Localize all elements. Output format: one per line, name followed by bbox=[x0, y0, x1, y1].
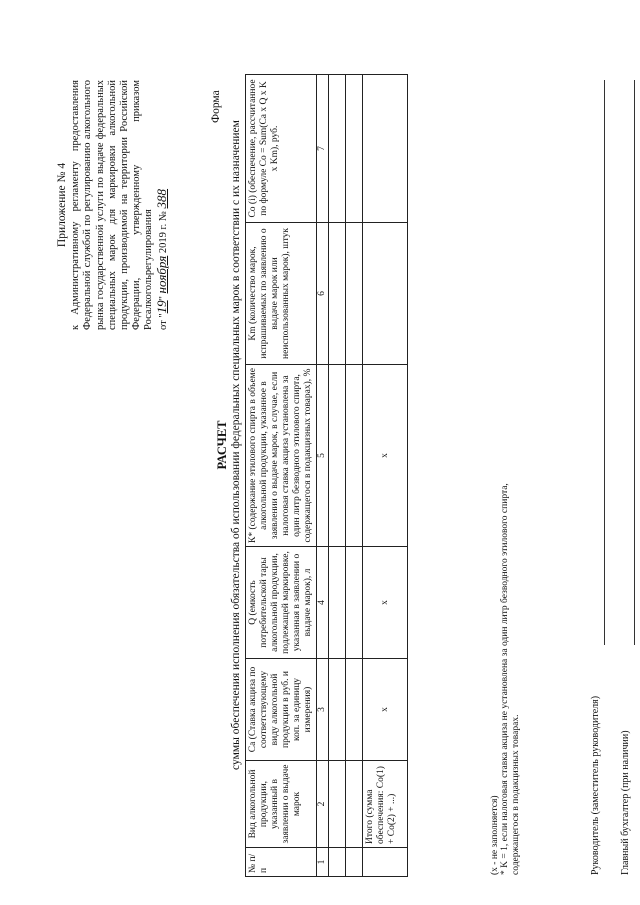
table-index-row bbox=[317, 75, 329, 877]
table-cell bbox=[329, 659, 346, 761]
table-cell bbox=[346, 365, 363, 547]
index-cell: 2 bbox=[317, 761, 329, 848]
table-cell bbox=[363, 848, 408, 877]
index-cell: 7 bbox=[317, 75, 329, 223]
table-cell bbox=[329, 848, 346, 877]
signature-head-line bbox=[604, 80, 605, 645]
header-volume: Q (емкость потребительской тары алкогольной продукции, подлежащей маркировке, указанная в заявлении о выдаче марок), л bbox=[246, 547, 317, 659]
table-row bbox=[346, 75, 363, 877]
appendix-date-line bbox=[153, 80, 170, 330]
index-cell: 1 bbox=[317, 848, 329, 877]
calculation-table bbox=[245, 74, 408, 877]
note-k-footnote: * K = 1, если налоговая ставка акциза не установлена за один литр безводного этилового спирта, содержащегося в подакцизных товарах. bbox=[500, 483, 521, 875]
index-cell: 3 bbox=[317, 659, 329, 761]
table-cell bbox=[346, 659, 363, 761]
table-header-row bbox=[246, 75, 317, 877]
date-month: ноября bbox=[153, 255, 169, 294]
table-cell bbox=[329, 761, 346, 848]
signature-accountant-label: Главный бухгалтер (при наличии) bbox=[620, 730, 631, 875]
total-cell-volume: x bbox=[363, 547, 408, 659]
date-prefix: от " bbox=[157, 313, 169, 330]
table-cell bbox=[329, 365, 346, 547]
appendix-text: к Административному регламенту предоставления Федеральной службой по регулированию алкогольного рынка государственной услуги по выдаче федеральных специальных марок для маркировки алкогольной продукции, производимой на территории Российской Федерации, утвержденному приказом Росалкогольрегулирования bbox=[70, 80, 155, 330]
index-cell: 5 bbox=[317, 365, 329, 547]
table-cell bbox=[329, 547, 346, 659]
table-cell bbox=[346, 848, 363, 877]
order-number: 388 bbox=[153, 188, 169, 209]
table-cell bbox=[329, 223, 346, 365]
header-product-type: Вид алкогольной продукции, указанный в заявлении о выдаче марок bbox=[246, 761, 317, 848]
header-stamp-count: Km (количество марок, испрашиваемых по заявлению о выдаче марок или неиспользованных марок), штук bbox=[246, 223, 317, 365]
appendix-title: Приложение № 4 bbox=[56, 162, 68, 248]
total-cell-excise: x bbox=[363, 659, 408, 761]
table-cell bbox=[346, 223, 363, 365]
total-cell-stamps bbox=[363, 223, 408, 365]
date-day: 19 bbox=[153, 300, 169, 314]
header-excise-rate: Са (Ставка акциза по соответствующему виду алкогольной продукции в руб. и коп. за единицу измерения) bbox=[246, 659, 317, 761]
table-cell bbox=[346, 75, 363, 223]
index-cell: 4 bbox=[317, 547, 329, 659]
total-label: Итого (сумма обеспечения: Co(1) + Co(2) + ...) bbox=[363, 761, 408, 848]
header-security: Co (i) (обеспечение, рассчитанное по формуле Co = Sum(Ca x Q x K x Km), руб. bbox=[246, 75, 317, 223]
document-subtitle: суммы обеспечения исполнения обязательства об использовании федеральных специальных марок в соответствии с их назначением bbox=[230, 120, 242, 770]
appendix-block bbox=[56, 80, 170, 330]
index-cell: 6 bbox=[317, 223, 329, 365]
signature-accountant-line bbox=[634, 80, 635, 645]
header-alcohol-content: К* (содержание этилового спирта в объеме алкогольной продукции, указанное в заявлении о выдаче марок, в случае, если налоговая ставка акциза установлена за один литр безводного этилового спирта, содержащегося в подакцизных товарах), % bbox=[246, 365, 317, 547]
header-number: № п/п bbox=[246, 848, 317, 877]
table-cell bbox=[346, 761, 363, 848]
total-cell-alcohol: x bbox=[363, 365, 408, 547]
table-row bbox=[329, 75, 346, 877]
forma-label: Форма bbox=[210, 90, 222, 123]
total-cell-security bbox=[363, 75, 408, 223]
date-sep: " bbox=[157, 296, 169, 301]
note-not-filled: (x - не заполняется) bbox=[490, 795, 500, 875]
signature-head-label: Руководитель (заместитель руководителя) bbox=[590, 695, 601, 875]
table-cell bbox=[346, 547, 363, 659]
date-year: 2019 г. № bbox=[157, 211, 169, 254]
document-title: РАСЧЕТ bbox=[215, 420, 229, 470]
table-total-row bbox=[363, 75, 408, 877]
table-cell bbox=[329, 75, 346, 223]
